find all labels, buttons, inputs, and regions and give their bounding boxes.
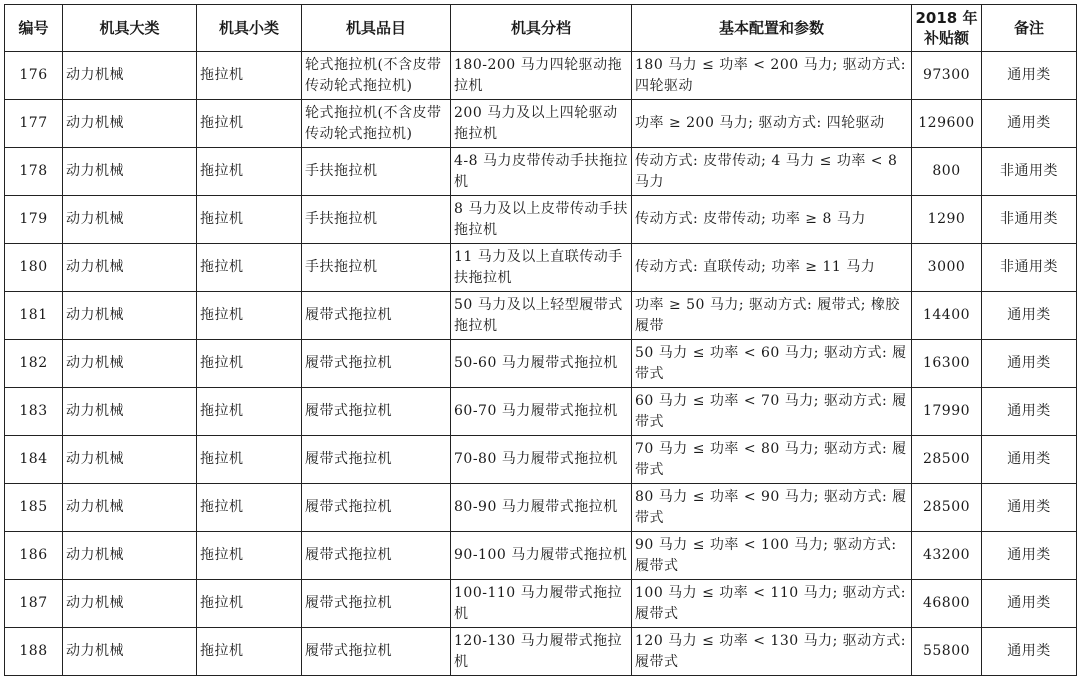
cell-no: 186 [5,532,63,580]
cell-no: 181 [5,292,63,340]
cell-grade: 50-60 马力履带式拖拉机 [451,340,632,388]
header-subsidy [912,5,982,52]
cell-config: 80 马力 ≤ 功率 < 90 马力; 驱动方式: 履带式 [632,484,912,532]
header-grade: 机具分档 [451,5,632,52]
cell-no: 179 [5,196,63,244]
cell-grade: 80-90 马力履带式拖拉机 [451,484,632,532]
cell-subsidy: 28500 [912,436,982,484]
cell-category: 动力机械 [63,196,197,244]
cell-remark: 通用类 [982,628,1077,676]
cell-subcategory: 拖拉机 [197,196,302,244]
cell-category: 动力机械 [63,292,197,340]
table-row [5,484,1077,532]
cell-item: 手扶拖拉机 [302,148,451,196]
cell-no: 182 [5,340,63,388]
cell-no: 184 [5,436,63,484]
cell-subcategory: 拖拉机 [197,244,302,292]
cell-config: 传动方式: 皮带传动; 功率 ≥ 8 马力 [632,196,912,244]
cell-subcategory: 拖拉机 [197,628,302,676]
cell-subcategory: 拖拉机 [197,292,302,340]
cell-grade: 60-70 马力履带式拖拉机 [451,388,632,436]
cell-subcategory: 拖拉机 [197,52,302,100]
table-row [5,532,1077,580]
cell-config: 功率 ≥ 200 马力; 驱动方式: 四轮驱动 [632,100,912,148]
cell-remark: 非通用类 [982,148,1077,196]
cell-subcategory: 拖拉机 [197,436,302,484]
cell-grade: 70-80 马力履带式拖拉机 [451,436,632,484]
cell-subcategory: 拖拉机 [197,532,302,580]
cell-item: 履带式拖拉机 [302,628,451,676]
cell-subsidy: 129600 [912,100,982,148]
cell-remark: 通用类 [982,436,1077,484]
cell-category: 动力机械 [63,436,197,484]
cell-grade: 4-8 马力皮带传动手扶拖拉机 [451,148,632,196]
cell-item: 轮式拖拉机(不含皮带传动轮式拖拉机) [302,100,451,148]
cell-remark: 通用类 [982,484,1077,532]
table-row [5,100,1077,148]
table-row [5,196,1077,244]
cell-subsidy: 14400 [912,292,982,340]
cell-config: 50 马力 ≤ 功率 < 60 马力; 驱动方式: 履带式 [632,340,912,388]
table-row [5,628,1077,676]
cell-category: 动力机械 [63,52,197,100]
subsidy-document [4,4,1076,682]
cell-grade: 90-100 马力履带式拖拉机 [451,532,632,580]
header-subsidy-year: 2018 年 [915,9,978,27]
cell-config: 70 马力 ≤ 功率 < 80 马力; 驱动方式: 履带式 [632,436,912,484]
cell-item: 履带式拖拉机 [302,388,451,436]
header-category: 机具大类 [63,5,197,52]
cell-subsidy: 46800 [912,580,982,628]
table-row [5,580,1077,628]
table-row [5,52,1077,100]
cell-config: 90 马力 ≤ 功率 < 100 马力; 驱动方式: 履带式 [632,532,912,580]
cell-remark: 通用类 [982,340,1077,388]
cell-item: 履带式拖拉机 [302,436,451,484]
cell-subsidy: 16300 [912,340,982,388]
cell-subcategory: 拖拉机 [197,100,302,148]
cell-subsidy: 55800 [912,628,982,676]
cell-subcategory: 拖拉机 [197,580,302,628]
cell-item: 轮式拖拉机(不含皮带传动轮式拖拉机) [302,52,451,100]
cell-config: 传动方式: 皮带传动; 4 马力 ≤ 功率 < 8 马力 [632,148,912,196]
cell-item: 手扶拖拉机 [302,196,451,244]
cell-category: 动力机械 [63,580,197,628]
header-remark: 备注 [982,5,1077,52]
cell-subcategory: 拖拉机 [197,148,302,196]
cell-subcategory: 拖拉机 [197,340,302,388]
header-no: 编号 [5,5,63,52]
cell-item: 履带式拖拉机 [302,580,451,628]
cell-item: 履带式拖拉机 [302,340,451,388]
cell-subsidy: 3000 [912,244,982,292]
cell-item: 履带式拖拉机 [302,532,451,580]
cell-subsidy: 97300 [912,52,982,100]
cell-category: 动力机械 [63,484,197,532]
cell-config: 传动方式: 直联传动; 功率 ≥ 11 马力 [632,244,912,292]
cell-grade: 180-200 马力四轮驱动拖拉机 [451,52,632,100]
cell-grade: 8 马力及以上皮带传动手扶拖拉机 [451,196,632,244]
cell-no: 176 [5,52,63,100]
header-row [5,5,1077,52]
cell-config: 180 马力 ≤ 功率 < 200 马力; 驱动方式: 四轮驱动 [632,52,912,100]
cell-grade: 100-110 马力履带式拖拉机 [451,580,632,628]
cell-remark: 通用类 [982,388,1077,436]
cell-item: 履带式拖拉机 [302,292,451,340]
cell-category: 动力机械 [63,244,197,292]
cell-remark: 通用类 [982,532,1077,580]
cell-remark: 通用类 [982,52,1077,100]
table-row [5,388,1077,436]
cell-subsidy: 800 [912,148,982,196]
table-row [5,340,1077,388]
cell-no: 177 [5,100,63,148]
cell-category: 动力机械 [63,628,197,676]
table-body [5,52,1077,676]
cell-category: 动力机械 [63,532,197,580]
cell-grade: 200 马力及以上四轮驱动拖拉机 [451,100,632,148]
cell-remark: 通用类 [982,100,1077,148]
cell-category: 动力机械 [63,100,197,148]
cell-subsidy: 43200 [912,532,982,580]
cell-category: 动力机械 [63,148,197,196]
cell-grade: 120-130 马力履带式拖拉机 [451,628,632,676]
cell-item: 履带式拖拉机 [302,484,451,532]
cell-config: 功率 ≥ 50 马力; 驱动方式: 履带式; 橡胶履带 [632,292,912,340]
cell-remark: 通用类 [982,580,1077,628]
cell-grade: 11 马力及以上直联传动手扶拖拉机 [451,244,632,292]
cell-subsidy: 28500 [912,484,982,532]
table-row [5,148,1077,196]
cell-item: 手扶拖拉机 [302,244,451,292]
cell-no: 187 [5,580,63,628]
cell-config: 120 马力 ≤ 功率 < 130 马力; 驱动方式: 履带式 [632,628,912,676]
cell-category: 动力机械 [63,340,197,388]
cell-no: 183 [5,388,63,436]
subsidy-table [4,4,1077,676]
cell-no: 188 [5,628,63,676]
cell-remark: 非通用类 [982,244,1077,292]
table-row [5,436,1077,484]
header-subsidy-label: 补贴额 [923,29,969,47]
cell-config: 60 马力 ≤ 功率 < 70 马力; 驱动方式: 履带式 [632,388,912,436]
cell-remark: 通用类 [982,292,1077,340]
cell-no: 178 [5,148,63,196]
cell-grade: 50 马力及以上轻型履带式拖拉机 [451,292,632,340]
header-subcategory: 机具小类 [197,5,302,52]
cell-config: 100 马力 ≤ 功率 < 110 马力; 驱动方式: 履带式 [632,580,912,628]
header-item: 机具品目 [302,5,451,52]
table-row [5,244,1077,292]
cell-subsidy: 17990 [912,388,982,436]
cell-remark: 非通用类 [982,196,1077,244]
cell-no: 180 [5,244,63,292]
header-config: 基本配置和参数 [632,5,912,52]
cell-subcategory: 拖拉机 [197,388,302,436]
cell-category: 动力机械 [63,388,197,436]
cell-no: 185 [5,484,63,532]
cell-subsidy: 1290 [912,196,982,244]
table-row [5,292,1077,340]
cell-subcategory: 拖拉机 [197,484,302,532]
